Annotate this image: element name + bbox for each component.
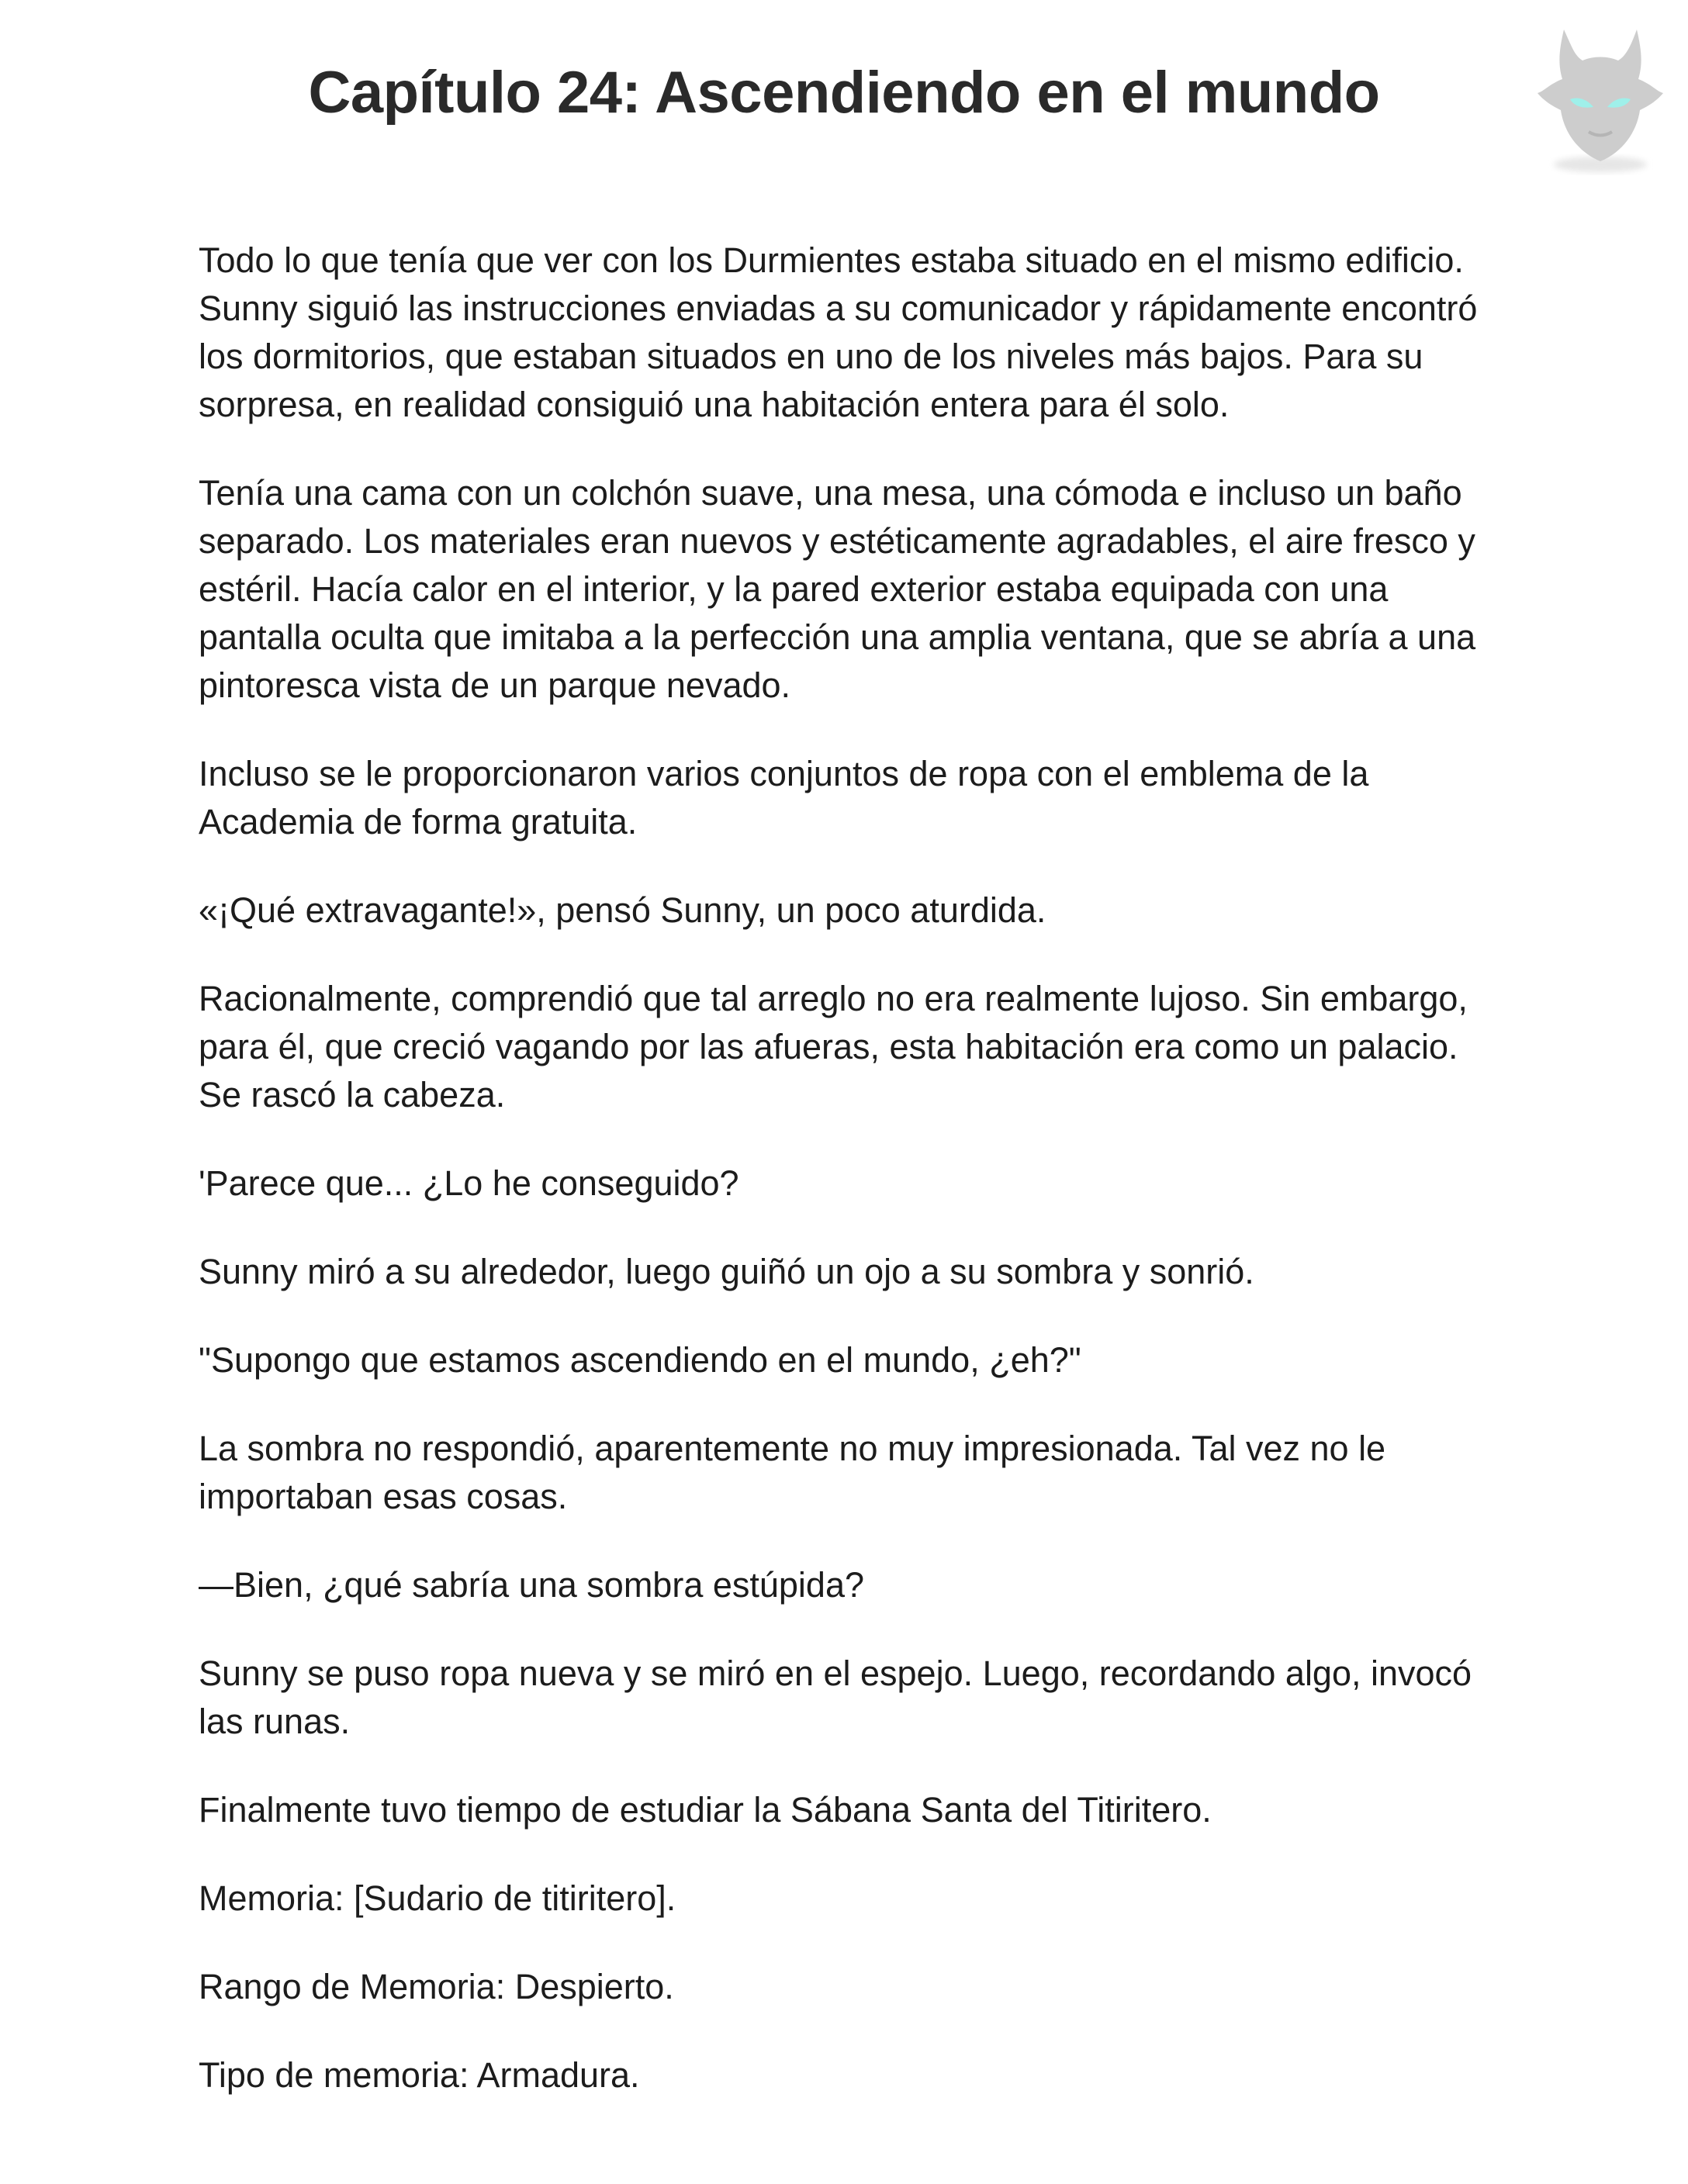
- chapter-title: Capítulo 24: Ascendiendo en el mundo: [308, 60, 1380, 126]
- paragraph: Memoria: [Sudario de titiritero].: [199, 1878, 676, 1918]
- paragraph: Sunny se puso ropa nueva y se miró en el espejo. Luego, recordando algo, invocó las runas.: [199, 1654, 1472, 1741]
- paragraph: —Bien, ¿qué sabría una sombra estúpida?: [199, 1565, 865, 1605]
- demon-head-logo-icon: [1527, 16, 1674, 186]
- paragraph: Racionalmente, comprendió que tal arreglo no era realmente lujoso. Sin embargo, para él, que creció vagando por las afueras, esta habitación era como un palacio. Se rascó la cabeza.: [199, 979, 1468, 1114]
- paragraph: «¡Qué extravagante!», pensó Sunny, un poco aturdida.: [199, 890, 1046, 930]
- paragraph: Tipo de memoria: Armadura.: [199, 2055, 640, 2095]
- paragraph: Tenía una cama con un colchón suave, una mesa, una cómoda e incluso un baño separado. Los materiales eran nuevos y estéticamente agradables, el aire fresco y estéril. Hacía calor en el interior, y la pared exterior estaba equipada con una pantalla oculta que imitaba a la perfección una amplia ventana, que se abría a una pintoresca vista de un parque nevado.: [199, 473, 1476, 705]
- paragraph: Incluso se le proporcionaron varios conjuntos de ropa con el emblema de la Academia de forma gratuita.: [199, 754, 1369, 841]
- chapter-body: [199, 237, 1502, 2140]
- paragraph: Todo lo que tenía que ver con los Durmientes estaba situado en el mismo edificio. Sunny siguió las instrucciones enviadas a su comunicador y rápidamente encontró los dormitorios, que estaban situados en uno de los niveles más bajos. Para su sorpresa, en realidad consiguió una habitación entera para él solo.: [199, 240, 1478, 424]
- paragraph: Sunny miró a su alrededor, luego guiñó un ojo a su sombra y sonrió.: [199, 1252, 1254, 1291]
- paragraph: La sombra no respondió, aparentemente no muy impresionada. Tal vez no le importaban esas cosas.: [199, 1429, 1386, 1516]
- paragraph: "Supongo que estamos ascendiendo en el mundo, ¿eh?": [199, 1340, 1081, 1380]
- paragraph: 'Parece que... ¿Lo he conseguido?: [199, 1163, 739, 1203]
- paragraph: Finalmente tuvo tiempo de estudiar la Sábana Santa del Titiritero.: [199, 1790, 1212, 1830]
- paragraph: Rango de Memoria: Despierto.: [199, 1967, 674, 2006]
